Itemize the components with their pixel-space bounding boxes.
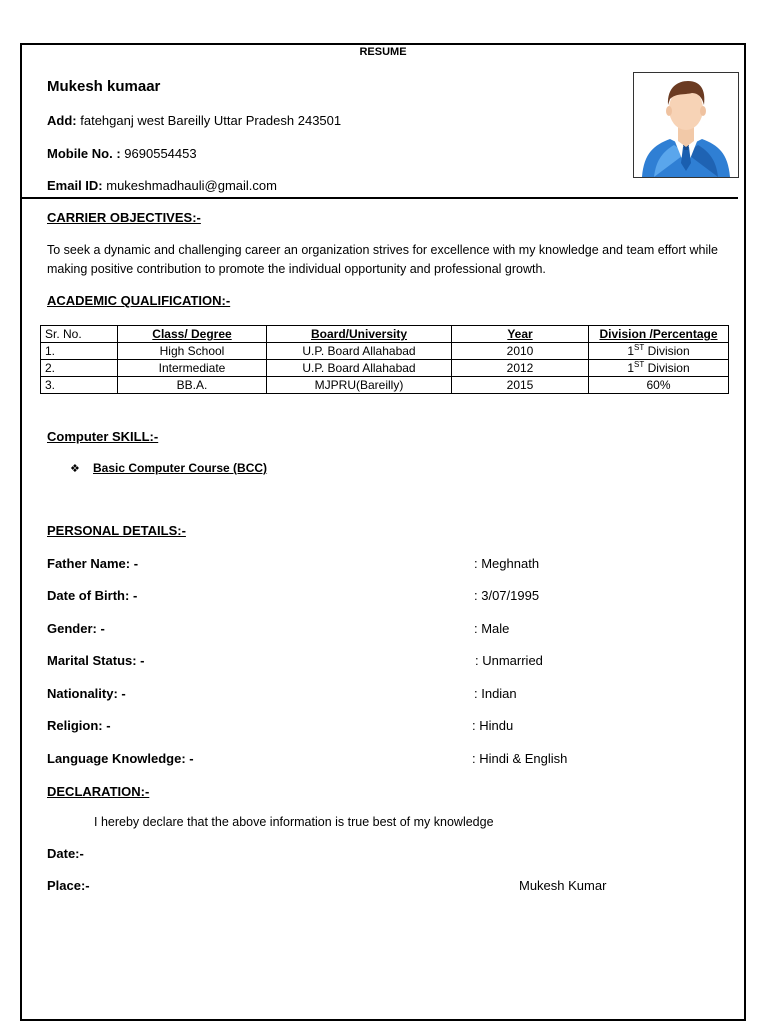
cell-sr: 2. <box>41 360 118 377</box>
diamond-bullet-icon: ❖ <box>70 463 80 475</box>
address-label: Add: <box>47 113 77 128</box>
dob-value: : 3/07/1995 <box>474 588 540 603</box>
cell-board: U.P. Board Allahabad <box>267 343 452 360</box>
mobile-label: Mobile No. : <box>47 146 121 161</box>
candidate-name: Mukesh kumaar <box>47 78 161 95</box>
resume-page <box>20 43 746 1021</box>
father-name-value: : Meghnath <box>474 556 540 571</box>
cell-degree: High School <box>118 343 267 360</box>
table-row <box>41 343 729 360</box>
cell-division: 60% <box>589 377 729 394</box>
objectives-heading: CARRIER OBJECTIVES:- <box>47 210 201 225</box>
skills-heading: Computer SKILL:- <box>47 429 159 444</box>
nationality-label: Nationality: - <box>47 686 126 701</box>
declaration-heading: DECLARATION:- <box>47 784 150 799</box>
academic-heading: ACADEMIC QUALIFICATION:- <box>47 293 231 308</box>
religion-value: : Hindu <box>472 718 514 733</box>
cell-degree: Intermediate <box>118 360 267 377</box>
cell-sr: 1. <box>41 343 118 360</box>
table-header-row <box>41 326 729 343</box>
objectives-text: To seek a dynamic and challenging career an organization strives for excellence with my knowledge and team effort while making positive contribution to promote the individual opportunity and professional growth. <box>47 243 718 276</box>
cell-year: 2012 <box>452 360 589 377</box>
mobile-value: 9690554453 <box>124 146 197 161</box>
businessman-avatar-icon <box>634 73 738 177</box>
profile-photo <box>633 72 739 178</box>
language-label: Language Knowledge: - <box>47 751 194 766</box>
email-line <box>47 178 277 193</box>
address-value: fatehganj west Bareilly Uttar Pradesh 243501 <box>80 113 342 128</box>
resume-title: RESUME <box>359 46 407 58</box>
email-value: mukeshmadhauli@gmail.com <box>106 178 277 193</box>
cell-degree: BB.A. <box>118 377 267 394</box>
cell-division: 1ST Division <box>589 360 729 377</box>
address-line <box>47 113 341 128</box>
col-year: Year <box>452 326 589 343</box>
declaration-text: I hereby declare that the above information is true best of my knowledge <box>94 815 494 829</box>
header-divider <box>22 197 738 199</box>
cell-division: 1ST Division <box>589 343 729 360</box>
cell-board: U.P. Board Allahabad <box>267 360 452 377</box>
religion-label: Religion: - <box>47 718 111 733</box>
cell-board: MJPRU(Bareilly) <box>267 377 452 394</box>
cell-year: 2015 <box>452 377 589 394</box>
mobile-line <box>47 146 197 161</box>
nationality-value: : Indian <box>474 686 517 701</box>
skill-item: Basic Computer Course (BCC) <box>93 461 268 475</box>
table-row <box>41 360 729 377</box>
email-label: Email ID: <box>47 178 103 193</box>
col-board: Board/University <box>267 326 452 343</box>
marital-status-value: : Unmarried <box>475 653 543 668</box>
personal-heading: PERSONAL DETAILS:- <box>47 523 186 538</box>
cell-sr: 3. <box>41 377 118 394</box>
cell-year: 2010 <box>452 343 589 360</box>
signature-name: Mukesh Kumar <box>519 878 607 893</box>
place-label: Place:- <box>47 878 90 893</box>
date-label: Date:- <box>47 846 84 861</box>
col-division: Division /Percentage <box>589 326 729 343</box>
marital-status-label: Marital Status: - <box>47 653 145 668</box>
dob-label: Date of Birth: - <box>47 588 138 603</box>
language-value: : Hindi & English <box>472 751 568 766</box>
gender-value: : Male <box>474 621 510 636</box>
father-name-label: Father Name: - <box>47 556 139 571</box>
col-degree: Class/ Degree <box>118 326 267 343</box>
col-sr: Sr. No. <box>41 326 118 343</box>
academic-table <box>40 325 729 394</box>
table-row <box>41 377 729 394</box>
gender-label: Gender: - <box>47 621 105 636</box>
